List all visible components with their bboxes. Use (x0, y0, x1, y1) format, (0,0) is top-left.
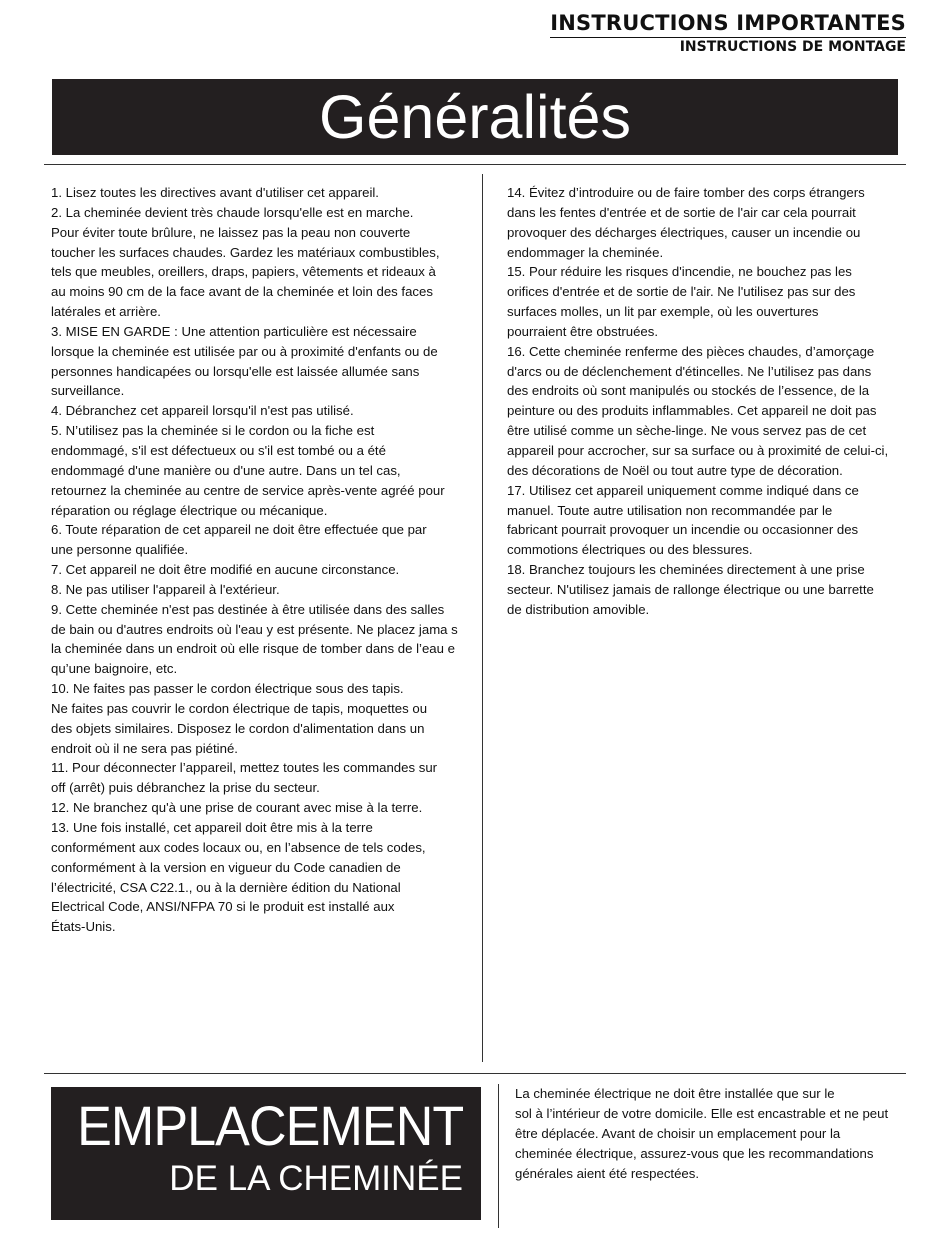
text-line: personnes handicapées ou lorsqu'elle est laissée allumée sans (51, 363, 420, 379)
section-title-emplacement (51, 1087, 481, 1220)
text-line: appareil pour accrocher, sur sa surface ou à proximité de celui-ci, (507, 442, 889, 458)
text-line: conformément à la version en vigueur du Code canadien de (51, 859, 401, 875)
text-line: être déplacée. Avant de choisir un emplacement pour la (515, 1125, 841, 1141)
bottom-column-divider (498, 1084, 499, 1228)
text-line: commotions électriques ou des blessures. (507, 542, 753, 558)
text-line: lorsque la cheminée est utilisée par ou à proximité d'enfants ou de (51, 343, 438, 359)
text-line: d'arcs ou de déclenchement d'étincelles. Ne l’utilisez pas dans (507, 363, 872, 379)
text-line: 12. Ne branchez qu'à une prise de courant avec mise à la terre. (51, 800, 423, 816)
text-line: Pour éviter toute brûlure, ne laissez pas la peau non couverte (51, 224, 411, 240)
left-column-text (51, 183, 476, 937)
text-line: conformément aux codes locaux ou, en l’absence de tels codes, (51, 839, 426, 855)
column-divider (482, 174, 483, 1062)
bottom-divider (44, 1073, 906, 1074)
text-line: 14. Évitez d’introduire ou de faire tomber des corps étrangers (507, 185, 865, 200)
text-line: des endroits où sont manipulés ou stockés de l’essence, de la (507, 383, 870, 399)
text-line: qu’une baignoire, etc. (51, 661, 178, 677)
text-line: 3. MISE EN GARDE : Une attention particulière est nécessaire (51, 323, 417, 339)
emplacement-title-line1: EMPLACEMENT (76, 1094, 463, 1157)
text-line: des décorations de Noël ou tout autre type de décoration. (507, 462, 843, 478)
text-line: retournez la cheminée au centre de service après-vente agréé pour (51, 482, 445, 498)
text-line: générales aient été respectées. (515, 1165, 700, 1181)
text-line: dans les fentes d'entrée et de sortie de l'air car cela pourrait (507, 204, 856, 220)
section-title-generalites: Généralités (52, 79, 898, 155)
text-line: 16. Cette cheminée renferme des pièces chaudes, d’amorçage (507, 343, 875, 359)
emplacement-title-line2: DE LA CHEMINÉE (169, 1159, 463, 1198)
text-line: latérales et arrière. (51, 304, 161, 320)
text-line: pourraient être obstruées. (507, 323, 659, 339)
text-line: surveillance. (51, 383, 125, 399)
text-line: toucher les surfaces chaudes. Gardez les matériaux combustibles, (51, 244, 440, 260)
text-line: une personne qualifiée. (51, 542, 189, 558)
text-line: 15. Pour réduire les risques d'incendie, ne bouchez pas les (507, 264, 852, 280)
text-line: des objets similaires. Disposez le cordon d'alimentation dans un (51, 720, 425, 736)
text-line: 9. Cette cheminée n'est pas destinée à être utilisée dans des salles (51, 601, 445, 617)
text-line: être utilisé comme un sèche-linge. Ne vous servez pas de cet (507, 423, 867, 439)
text-line: endommager la cheminée. (507, 244, 664, 260)
text-line: l’électricité, CSA C22.1., ou à la dernière édition du National (51, 879, 401, 895)
text-line: 2. La cheminée devient très chaude lorsqu'elle est en marche. (51, 204, 414, 220)
text-line: endommagé, s'il est défectueux ou s'il est tombé ou a été (51, 442, 386, 458)
emplacement-paragraph (515, 1084, 910, 1184)
text-line: endroit où il ne sera pas piétiné. (51, 740, 238, 756)
text-line: cheminée électrique, assurez-vous que les recommandations (515, 1145, 874, 1161)
text-line: secteur. N'utilisez jamais de rallonge électrique ou une barrette (507, 581, 874, 597)
header-title: INSTRUCTIONS IMPORTANTES (550, 10, 906, 38)
text-line: 5. N’utilisez pas la cheminée si le cordon ou la fiche est (51, 423, 375, 439)
text-line: États-Unis. (51, 919, 116, 935)
text-line: 6. Toute réparation de cet appareil ne doit être effectuée que par (51, 522, 427, 538)
top-divider (44, 164, 906, 165)
text-line: Ne faites pas couvrir le cordon électrique de tapis, moquettes ou (51, 700, 428, 716)
text-line: provoquer des décharges électriques, causer un incendie ou (507, 224, 861, 240)
text-line: la cheminée dans un endroit où elle risque de tomber dans de l’eau e (51, 641, 455, 657)
text-line: peinture ou des produits inflammables. Cet appareil ne doit pas (507, 403, 877, 419)
text-line: Electrical Code, ANSI/NFPA 70 si le produit est installé aux (51, 899, 395, 915)
text-line: endommagé d'une manière ou d'une autre. Dans un tel cas, (51, 462, 401, 478)
text-line: orifices d'entrée et de sortie de l'air. Ne l'utilisez pas sur des (507, 284, 856, 300)
text-line: manuel. Toute autre utilisation non recommandée par le (507, 502, 833, 518)
text-line: 10. Ne faites pas passer le cordon électrique sous des tapis. (51, 681, 404, 697)
text-line: tels que meubles, oreillers, draps, papiers, vêtements et rideaux à (51, 264, 436, 280)
text-line: 8. Ne pas utiliser l'appareil à l'extérieur. (51, 581, 280, 597)
text-line: 7. Cet appareil ne doit être modifié en aucune circonstance. (51, 562, 400, 578)
text-line: 13. Une fois installé, cet appareil doit être mis à la terre (51, 820, 373, 835)
text-line: de distribution amovible. (507, 601, 650, 617)
text-line: fabricant pourrait provoquer un incendie ou occasionner des (507, 522, 859, 538)
text-line: de bain ou d'autres endroits où l'eau y est présente. Ne placez jama s (51, 621, 458, 637)
text-line: 17. Utilisez cet appareil uniquement comme indiqué dans ce (507, 482, 859, 498)
header-subtitle: INSTRUCTIONS DE MONTAGE (679, 39, 906, 55)
page-header (550, 10, 906, 57)
text-line: 11. Pour déconnecter l’appareil, mettez toutes les commandes sur (51, 760, 438, 776)
text-line: sol à l’intérieur de votre domicile. Elle est encastrable et ne peut (515, 1105, 889, 1121)
text-line: surfaces molles, un lit par exemple, où les ouvertures (507, 304, 819, 320)
right-column-text (507, 183, 907, 620)
text-line: réparation ou réglage électrique ou mécanique. (51, 502, 328, 518)
text-line: 1. Lisez toutes les directives avant d'utiliser cet appareil. (51, 185, 379, 200)
text-line: off (arrêt) puis débranchez la prise du secteur. (51, 780, 320, 796)
text-line: au moins 90 cm de la face avant de la cheminée et loin des faces (51, 284, 433, 300)
text-line: 18. Branchez toujours les cheminées directement à une prise (507, 562, 865, 578)
text-line: 4. Débranchez cet appareil lorsqu'il n'est pas utilisé. (51, 403, 354, 419)
text-line: La cheminée électrique ne doit être installée que sur le (515, 1086, 835, 1101)
